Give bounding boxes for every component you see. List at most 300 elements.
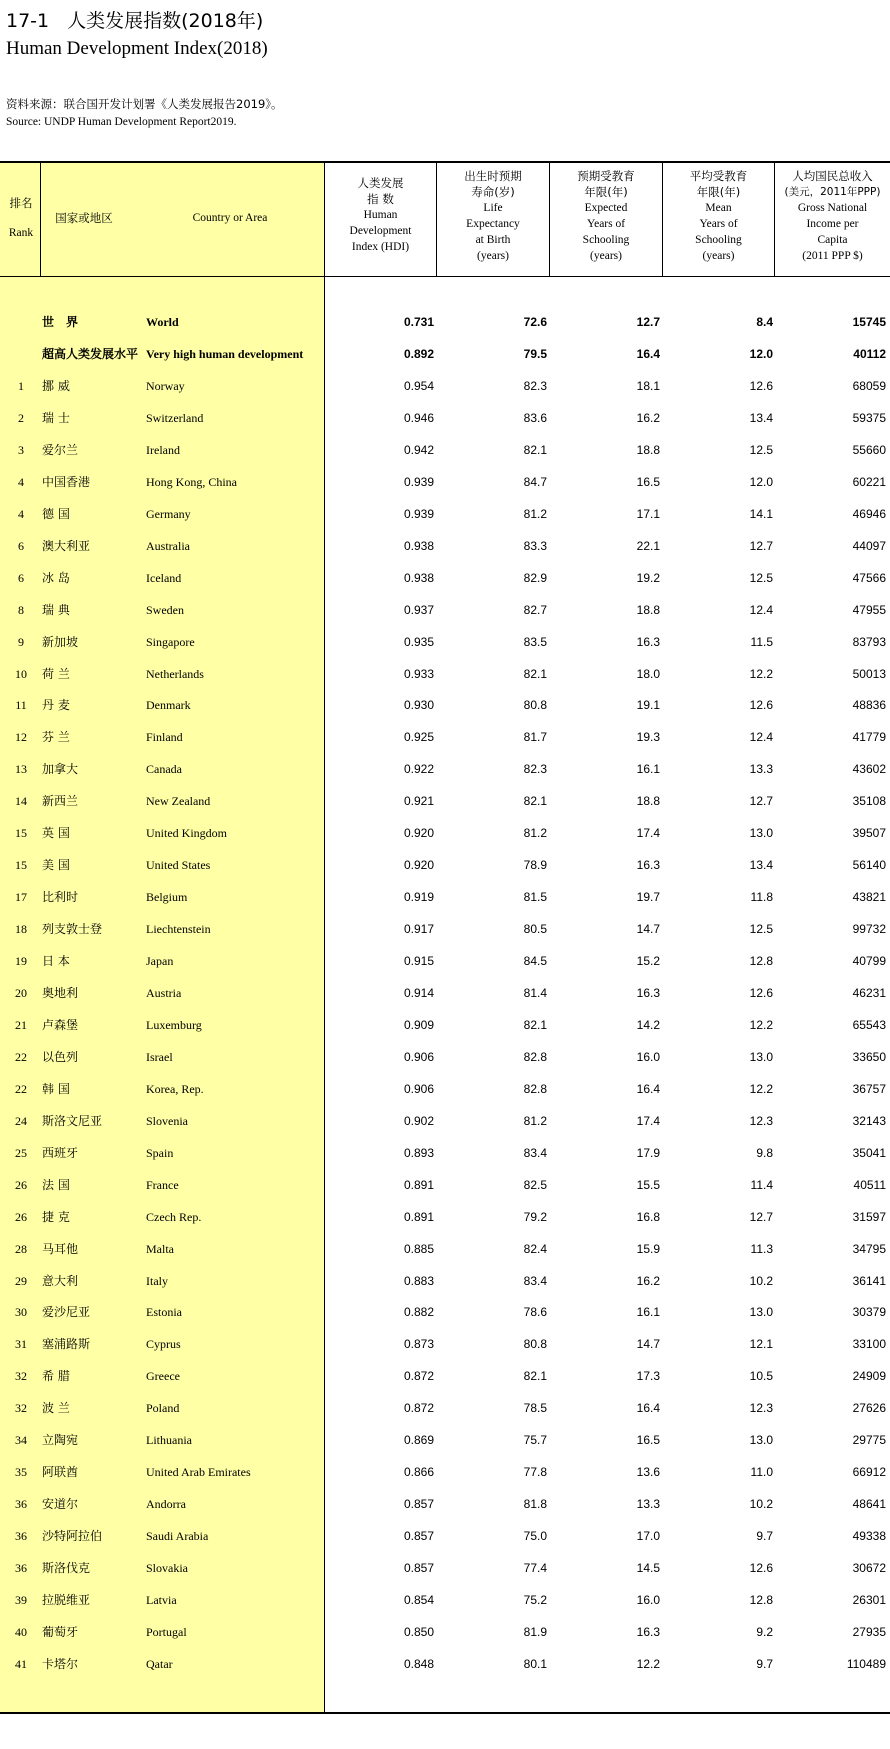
- country-name-en: Singapore: [146, 634, 195, 649]
- source-note-en: Source: UNDP Human Development Report2019.: [6, 116, 237, 128]
- country-name-cn: 荷 兰: [42, 666, 70, 681]
- table-row: [0, 498, 890, 530]
- mean-schooling-value: 12.5: [749, 442, 773, 457]
- country-name-en: Norway: [146, 378, 185, 393]
- country-name-en: Italy: [146, 1273, 168, 1288]
- country-name-en: United Arab Emirates: [146, 1465, 251, 1480]
- table-top-rule: [0, 161, 890, 163]
- country-name-cn: 以色列: [42, 1049, 79, 1064]
- hdi-value: 0.925: [403, 730, 434, 745]
- page-title-en: Human Development Index(2018): [6, 38, 268, 59]
- rank-cell: 22: [15, 1081, 27, 1096]
- table-row: [0, 1616, 890, 1648]
- gni-per-capita-value: 55660: [852, 442, 886, 457]
- country-name-en: Japan: [146, 954, 174, 968]
- country-name-en: Luxemburg: [146, 1017, 202, 1032]
- life-expectancy-value: 80.1: [523, 1656, 547, 1671]
- life-expectancy-value: 83.6: [523, 410, 547, 425]
- country-name-en: Liechtenstein: [146, 922, 211, 936]
- country-name-en: Israel: [146, 1049, 173, 1064]
- table-row: [0, 1488, 890, 1520]
- rank-cell: 20: [15, 985, 27, 1000]
- country-name-en: Spain: [146, 1145, 174, 1160]
- life-expectancy-value: 84.7: [523, 474, 547, 489]
- country-name-cn: 葡萄牙: [42, 1625, 79, 1639]
- mean-schooling-value: 8.4: [756, 315, 773, 329]
- table-row: [0, 689, 890, 721]
- life-expectancy-value: 84.5: [523, 954, 547, 968]
- expected-schooling-value: 16.0: [636, 1593, 660, 1607]
- rank-cell: 41: [15, 1656, 27, 1671]
- rank-cell: 25: [15, 1145, 27, 1160]
- mean-schooling-value: 12.6: [749, 378, 773, 393]
- country-name-en: New Zealand: [146, 794, 211, 809]
- rank-cell: 1: [18, 378, 24, 393]
- country-name-en: Czech Rep.: [146, 1209, 202, 1224]
- rank-cell: 14: [15, 794, 27, 809]
- header-country-en: Country or Area: [192, 212, 268, 224]
- life-expectancy-value: 82.5: [523, 1177, 547, 1192]
- mean-schooling-value: 12.3: [749, 1401, 773, 1416]
- country-name-cn: 卡塔尔: [42, 1656, 79, 1671]
- gni-per-capita-value: 68059: [852, 378, 886, 393]
- gni-per-capita-value: 46231: [852, 985, 886, 1000]
- table-row: [0, 785, 890, 817]
- life-expectancy-value: 75.7: [523, 1433, 547, 1448]
- table-row: [0, 1552, 890, 1584]
- table-row: [0, 530, 890, 562]
- table-row: [0, 1169, 890, 1201]
- country-name-cn: 挪 威: [42, 378, 70, 393]
- life-expectancy-value: 83.4: [523, 1145, 547, 1160]
- hdi-value: 0.891: [403, 1209, 434, 1224]
- table-row: [0, 977, 890, 1009]
- mean-schooling-value: 10.2: [749, 1497, 773, 1512]
- table-row: [0, 434, 890, 466]
- gni-per-capita-value: 43821: [852, 890, 886, 905]
- country-name-cn: 西班牙: [42, 1145, 79, 1160]
- rank-cell: 3: [18, 442, 24, 457]
- gni-per-capita-value: 27935: [852, 1625, 886, 1639]
- mean-schooling-value: 12.2: [749, 1081, 773, 1096]
- expected-schooling-value: 14.5: [636, 1561, 660, 1575]
- country-name-en: Korea, Rep.: [146, 1081, 204, 1096]
- hdi-value: 0.872: [403, 1401, 434, 1416]
- rank-cell: 30: [15, 1305, 27, 1320]
- mean-schooling-value: 14.1: [749, 506, 773, 521]
- hdi-value: 0.919: [403, 890, 434, 905]
- gni-per-capita-value: 35041: [852, 1145, 886, 1160]
- table-row: [0, 913, 890, 945]
- gni-per-capita-value: 26301: [852, 1593, 886, 1607]
- life-expectancy-value: 82.8: [523, 1049, 547, 1064]
- hdi-value: 0.939: [403, 506, 434, 521]
- expected-schooling-value: 16.4: [636, 346, 660, 361]
- mean-schooling-value: 9.2: [756, 1625, 773, 1639]
- expected-schooling-value: 17.0: [636, 1529, 660, 1544]
- gni-per-capita-value: 46946: [852, 506, 886, 521]
- country-name-cn: 爱沙尼亚: [42, 1305, 91, 1320]
- hdi-value: 0.933: [403, 666, 434, 681]
- country-name-cn: 英 国: [42, 826, 70, 841]
- rank-cell: 29: [15, 1273, 27, 1288]
- life-expectancy-value: 82.1: [523, 442, 547, 457]
- gni-per-capita-value: 31597: [852, 1209, 886, 1224]
- expected-schooling-value: 19.2: [636, 570, 660, 585]
- expected-schooling-value: 16.3: [636, 1625, 660, 1639]
- gni-per-capita-value: 48641: [852, 1497, 886, 1512]
- country-name-en: Iceland: [146, 570, 182, 585]
- rank-cell: 40: [15, 1625, 27, 1639]
- country-name-en: Lithuania: [146, 1433, 192, 1448]
- country-name-cn: 美 国: [42, 858, 70, 873]
- table-row: [0, 817, 890, 849]
- table-row: [0, 1648, 890, 1680]
- hdi-value: 0.882: [403, 1305, 434, 1320]
- country-name-cn: 新西兰: [42, 794, 79, 809]
- rank-cell: 28: [15, 1241, 27, 1256]
- life-expectancy-value: 82.3: [523, 762, 547, 777]
- country-name-en: Slovenia: [146, 1113, 188, 1128]
- gni-per-capita-value: 41779: [852, 730, 886, 745]
- rank-cell: 22: [15, 1049, 27, 1064]
- rank-cell: 10: [15, 666, 27, 681]
- table-row: [0, 1265, 890, 1297]
- mean-schooling-value: 12.2: [749, 1017, 773, 1032]
- life-expectancy-value: 82.7: [523, 602, 547, 617]
- mean-schooling-value: 13.0: [749, 1433, 773, 1448]
- life-expectancy-value: 82.1: [523, 1369, 547, 1384]
- life-expectancy-value: 82.3: [523, 378, 547, 393]
- life-expectancy-value: 72.6: [523, 315, 547, 329]
- life-expectancy-value: 78.9: [523, 858, 547, 873]
- rank-cell: 8: [18, 602, 24, 617]
- life-expectancy-value: 80.8: [523, 1337, 547, 1352]
- life-expectancy-value: 82.1: [523, 1017, 547, 1032]
- gni-per-capita-value: 65543: [852, 1017, 886, 1032]
- country-name-en: Ireland: [146, 442, 180, 457]
- table-row: [0, 402, 890, 434]
- rank-cell: 19: [15, 954, 27, 968]
- expected-schooling-value: 19.1: [636, 698, 660, 713]
- hdi-value: 0.917: [403, 922, 434, 936]
- rank-cell: 24: [15, 1113, 27, 1128]
- country-name-cn: 塞浦路斯: [42, 1337, 91, 1352]
- hdi-value: 0.938: [403, 538, 434, 553]
- expected-schooling-value: 22.1: [636, 538, 660, 553]
- hdi-value: 0.915: [403, 954, 434, 968]
- expected-schooling-value: 16.1: [636, 1305, 660, 1320]
- expected-schooling-value: 16.5: [636, 1433, 660, 1448]
- life-expectancy-value: 81.2: [523, 1113, 547, 1128]
- hdi-value: 0.854: [403, 1593, 434, 1607]
- gni-per-capita-value: 33650: [852, 1049, 886, 1064]
- hdi-value: 0.946: [403, 410, 434, 425]
- rank-cell: 36: [15, 1529, 27, 1544]
- hdi-value: 0.921: [403, 794, 434, 809]
- hdi-value: 0.885: [403, 1241, 434, 1256]
- gni-per-capita-value: 43602: [852, 762, 886, 777]
- country-name-cn: 拉脱维亚: [42, 1593, 91, 1607]
- country-name-cn: 希 腊: [42, 1369, 70, 1384]
- gni-per-capita-value: 24909: [852, 1369, 886, 1384]
- header-mean-schooling: 平均受教育 年限(年) Mean Years of Schooling (years): [689, 169, 748, 262]
- hdi-value: 0.930: [403, 698, 434, 713]
- mean-schooling-value: 9.8: [756, 1145, 773, 1160]
- country-name-en: Saudi Arabia: [146, 1529, 209, 1544]
- table-row: [0, 1233, 890, 1265]
- country-name-en: Latvia: [146, 1593, 177, 1607]
- table-row: [0, 849, 890, 881]
- gni-per-capita-value: 59375: [852, 410, 886, 425]
- table-row: [0, 753, 890, 785]
- rank-cell: 15: [15, 826, 27, 841]
- mean-schooling-value: 13.4: [749, 858, 773, 873]
- life-expectancy-value: 79.2: [523, 1209, 547, 1224]
- country-name-cn: 波 兰: [42, 1401, 70, 1416]
- mean-schooling-value: 9.7: [756, 1529, 773, 1544]
- rank-cell: 36: [15, 1497, 27, 1512]
- country-name-en: Malta: [146, 1241, 174, 1256]
- expected-schooling-value: 18.8: [636, 602, 660, 617]
- mean-schooling-value: 12.1: [749, 1337, 773, 1352]
- rank-cell: 21: [15, 1017, 27, 1032]
- expected-schooling-value: 16.8: [636, 1209, 660, 1224]
- mean-schooling-value: 12.4: [749, 730, 773, 745]
- country-name-cn: 韩 国: [42, 1081, 70, 1096]
- country-name-cn: 马耳他: [42, 1241, 79, 1256]
- country-name-cn: 奥地利: [42, 985, 79, 1000]
- country-name-cn: 意大利: [42, 1273, 79, 1288]
- expected-schooling-value: 17.1: [636, 506, 660, 521]
- table-row: [0, 1105, 890, 1137]
- expected-schooling-value: 15.5: [636, 1177, 660, 1192]
- expected-schooling-value: 15.9: [636, 1241, 660, 1256]
- table-row: [0, 338, 890, 370]
- country-name-en: Portugal: [146, 1625, 187, 1639]
- mean-schooling-value: 12.4: [749, 602, 773, 617]
- header-gni: 人均国民总收入 (美元，2011年PPP) Gross National Income per Capita (2011 PPP $): [784, 169, 881, 262]
- rank-cell: 6: [18, 570, 24, 585]
- table-row: [0, 466, 890, 498]
- mean-schooling-value: 11.3: [750, 1241, 773, 1256]
- expected-schooling-value: 16.4: [636, 1081, 660, 1096]
- expected-schooling-value: 15.2: [636, 954, 660, 968]
- gni-per-capita-value: 33100: [852, 1337, 886, 1352]
- mean-schooling-value: 13.0: [749, 1305, 773, 1320]
- country-name-en: Belgium: [146, 890, 188, 905]
- table-row: [0, 945, 890, 977]
- country-name-en: United States: [146, 858, 211, 873]
- country-name-en: World: [146, 315, 179, 329]
- mean-schooling-value: 9.7: [756, 1656, 773, 1671]
- expected-schooling-value: 18.8: [636, 794, 660, 809]
- gni-per-capita-value: 99732: [852, 922, 886, 936]
- hdi-value: 0.731: [403, 315, 434, 329]
- country-name-en: Finland: [146, 730, 183, 745]
- country-name-cn: 捷 克: [42, 1209, 70, 1224]
- rank-cell: 36: [15, 1561, 27, 1575]
- mean-schooling-value: 13.0: [749, 1049, 773, 1064]
- expected-schooling-value: 16.3: [636, 985, 660, 1000]
- country-name-cn: 阿联酋: [42, 1465, 79, 1480]
- gni-per-capita-value: 15745: [852, 315, 886, 329]
- country-name-cn: 瑞 典: [42, 602, 70, 617]
- life-expectancy-value: 77.8: [523, 1465, 547, 1480]
- country-name-en: Slovakia: [146, 1561, 188, 1575]
- life-expectancy-value: 77.4: [523, 1561, 547, 1575]
- rank-cell: 32: [15, 1401, 27, 1416]
- country-name-en: Austria: [146, 985, 182, 1000]
- expected-schooling-value: 18.0: [636, 666, 660, 681]
- country-name-cn: 丹 麦: [42, 698, 70, 713]
- mean-schooling-value: 12.2: [749, 666, 773, 681]
- expected-schooling-value: 16.2: [636, 410, 660, 425]
- table-row: [0, 562, 890, 594]
- gni-per-capita-value: 49338: [852, 1529, 886, 1544]
- country-name-en: Canada: [146, 762, 182, 777]
- expected-schooling-value: 12.7: [636, 315, 660, 329]
- table-bottom-rule: [0, 1712, 890, 1714]
- rank-cell: 32: [15, 1369, 27, 1384]
- hdi-value: 0.872: [403, 1369, 434, 1384]
- hdi-value: 0.906: [403, 1049, 434, 1064]
- country-name-cn: 超高人类发展水平: [42, 346, 139, 361]
- country-name-cn: 瑞 士: [42, 410, 70, 425]
- gni-per-capita-value: 66912: [852, 1465, 886, 1480]
- hdi-value: 0.909: [403, 1017, 434, 1032]
- life-expectancy-value: 81.2: [523, 506, 547, 521]
- country-name-en: United Kingdom: [146, 826, 227, 841]
- header-expected-schooling: 预期受教育 年限(年) Expected Years of Schooling (years): [577, 169, 635, 262]
- mean-schooling-value: 12.5: [749, 570, 773, 585]
- mean-schooling-value: 12.8: [749, 1593, 773, 1607]
- table-row: [0, 1424, 890, 1456]
- table-row: [0, 1584, 890, 1616]
- mean-schooling-value: 10.2: [749, 1273, 773, 1288]
- hdi-value: 0.869: [403, 1433, 434, 1448]
- life-expectancy-value: 82.9: [523, 570, 547, 585]
- life-expectancy-value: 82.1: [523, 794, 547, 809]
- hdi-value: 0.938: [403, 570, 434, 585]
- expected-schooling-value: 16.5: [636, 474, 660, 489]
- expected-schooling-value: 14.7: [636, 922, 660, 936]
- country-name-cn: 立陶宛: [42, 1433, 79, 1448]
- hdi-value: 0.914: [403, 985, 434, 1000]
- rank-cell: 26: [15, 1209, 27, 1224]
- table-row: [0, 658, 890, 690]
- country-name-en: Sweden: [146, 602, 184, 617]
- hdi-value: 0.866: [403, 1465, 434, 1480]
- mean-schooling-value: 11.5: [750, 634, 773, 649]
- gni-per-capita-value: 83793: [852, 634, 886, 649]
- country-name-cn: 卢森堡: [42, 1017, 79, 1032]
- country-name-en: Greece: [146, 1369, 180, 1384]
- expected-schooling-value: 16.3: [636, 858, 660, 873]
- mean-schooling-value: 12.6: [749, 698, 773, 713]
- table-row: [0, 1073, 890, 1105]
- table-row: [0, 1201, 890, 1233]
- header-rank: 排名 Rank: [8, 196, 34, 239]
- expected-schooling-value: 17.4: [636, 826, 660, 841]
- gni-per-capita-value: 36141: [852, 1273, 886, 1288]
- rank-cell: 4: [18, 506, 24, 521]
- hdi-value: 0.939: [403, 474, 434, 489]
- gni-per-capita-value: 50013: [852, 666, 886, 681]
- source-note-cn: 资料来源：联合国开发计划署《人类发展报告2019》。: [6, 97, 283, 111]
- mean-schooling-value: 12.7: [749, 1209, 773, 1224]
- rank-cell: 18: [15, 922, 27, 936]
- life-expectancy-value: 82.4: [523, 1241, 547, 1256]
- gni-per-capita-value: 48836: [852, 698, 886, 713]
- mean-schooling-value: 13.0: [749, 826, 773, 841]
- divider-rank: [40, 163, 41, 276]
- country-name-cn: 德 国: [42, 506, 70, 521]
- gni-per-capita-value: 32143: [852, 1113, 886, 1128]
- life-expectancy-value: 78.5: [523, 1401, 547, 1416]
- expected-schooling-value: 13.6: [636, 1465, 660, 1480]
- expected-schooling-value: 16.4: [636, 1401, 660, 1416]
- header-bottom-rule: [0, 276, 890, 277]
- mean-schooling-value: 12.3: [749, 1113, 773, 1128]
- country-name-cn: 斯洛文尼亚: [42, 1113, 103, 1128]
- life-expectancy-value: 79.5: [523, 346, 547, 361]
- country-name-en: Switzerland: [146, 410, 204, 425]
- gni-per-capita-value: 35108: [852, 794, 886, 809]
- expected-schooling-value: 12.2: [636, 1656, 660, 1671]
- country-name-cn: 新加坡: [42, 634, 79, 649]
- hdi-value: 0.857: [403, 1529, 434, 1544]
- mean-schooling-value: 10.5: [749, 1369, 773, 1384]
- expected-schooling-value: 16.2: [636, 1273, 660, 1288]
- life-expectancy-value: 81.5: [523, 890, 547, 905]
- header-hdi: 人类发展 指 数 Human Development Index (HDI): [349, 176, 412, 253]
- gni-per-capita-value: 34795: [852, 1241, 886, 1256]
- rank-cell: 26: [15, 1177, 27, 1192]
- mean-schooling-value: 12.0: [749, 346, 773, 361]
- rank-cell: 11: [15, 698, 27, 713]
- mean-schooling-value: 11.0: [750, 1465, 773, 1480]
- table-row: [0, 721, 890, 753]
- mean-schooling-value: 13.3: [749, 762, 773, 777]
- life-expectancy-value: 81.4: [523, 985, 547, 1000]
- gni-per-capita-value: 29775: [852, 1433, 886, 1448]
- table-row: [0, 1456, 890, 1488]
- country-name-cn: 中国香港: [42, 474, 91, 489]
- life-expectancy-value: 81.7: [523, 730, 547, 745]
- life-expectancy-value: 75.2: [523, 1593, 547, 1607]
- expected-schooling-value: 17.3: [636, 1369, 660, 1384]
- gni-per-capita-value: 30379: [852, 1305, 886, 1320]
- hdi-value: 0.883: [403, 1273, 434, 1288]
- mean-schooling-value: 11.4: [750, 1177, 773, 1192]
- country-name-en: France: [146, 1177, 179, 1192]
- country-name-en: Andorra: [146, 1497, 186, 1512]
- rank-cell: 35: [15, 1465, 27, 1480]
- hdi-value: 0.857: [403, 1561, 434, 1575]
- country-name-en: Poland: [146, 1401, 180, 1416]
- rank-cell: 39: [15, 1593, 27, 1607]
- country-name-cn: 爱尔兰: [42, 442, 79, 457]
- rank-cell: 9: [18, 634, 24, 649]
- table-row: [0, 1360, 890, 1392]
- table-row: [0, 594, 890, 626]
- table-row: [0, 1392, 890, 1424]
- life-expectancy-value: 83.3: [523, 538, 547, 553]
- expected-schooling-value: 17.9: [636, 1145, 660, 1160]
- expected-schooling-value: 18.1: [636, 378, 660, 393]
- hdi-value: 0.857: [403, 1497, 434, 1512]
